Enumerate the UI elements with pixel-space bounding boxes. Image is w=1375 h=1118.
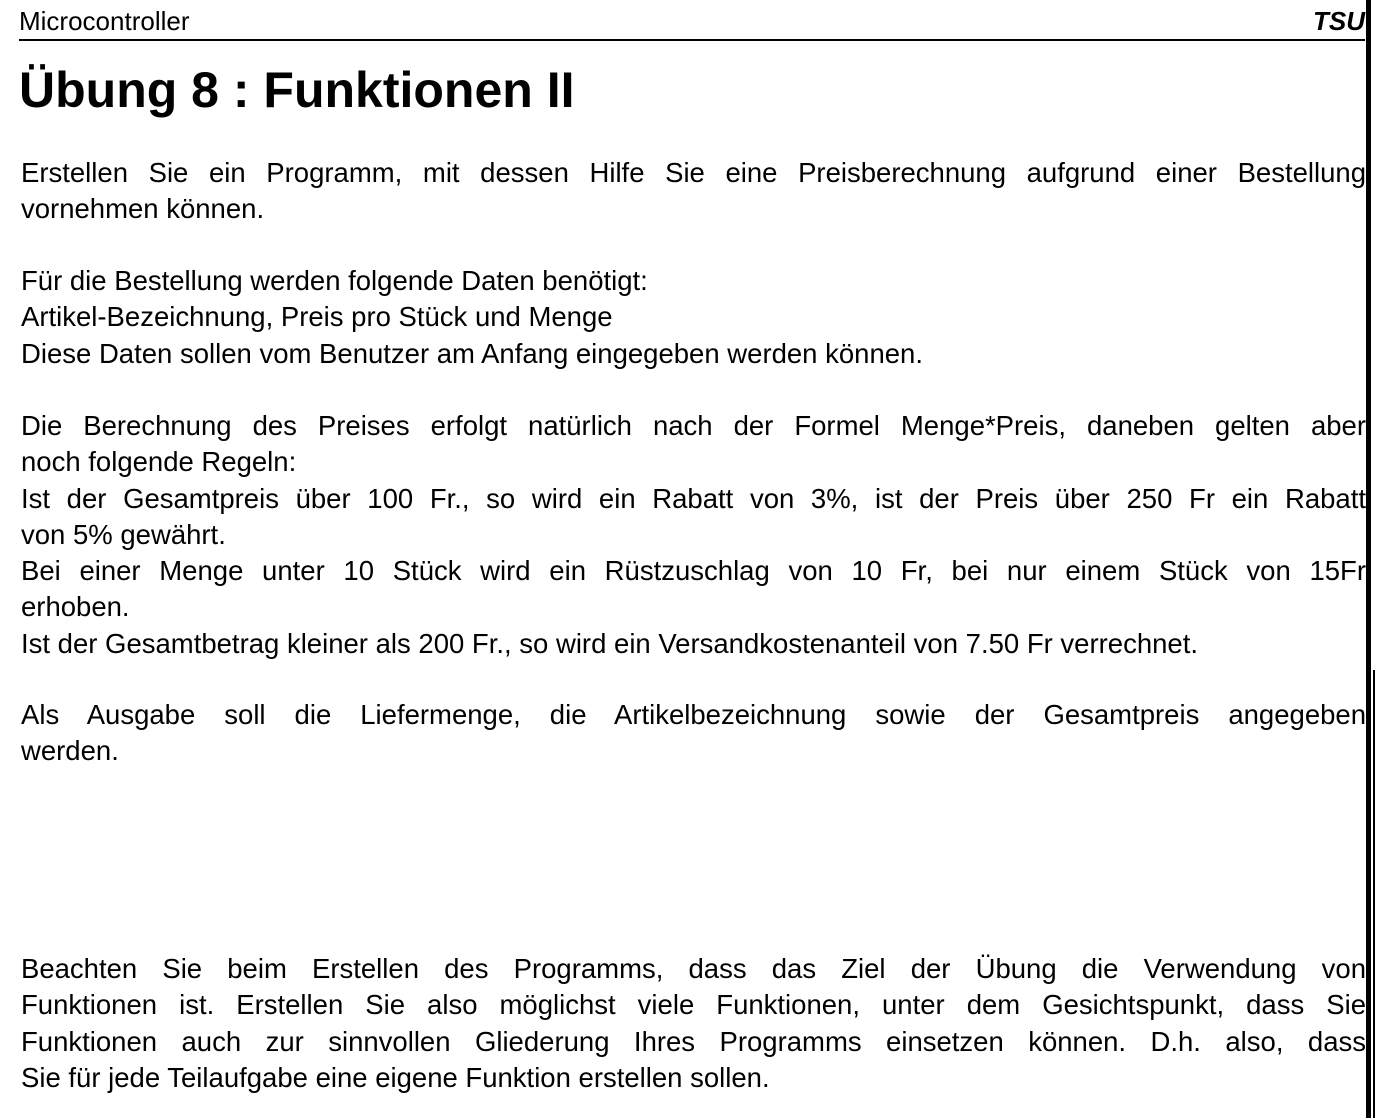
text-line: Ist der Gesamtbetrag kleiner als 200 Fr., so wird ein Versandkostenanteil von 7.50 Fr verrechnet.	[21, 627, 1198, 659]
paragraph-price-rules	[21, 408, 1366, 662]
page-title: Übung 8 : Funktionen II	[19, 62, 575, 118]
text-line: Artikel-Bezeichnung, Preis pro Stück und Menge	[21, 301, 613, 333]
text-line: Für die Bestellung werden folgende Daten benötigt:	[21, 265, 648, 296]
text-line: erhoben.	[21, 591, 130, 623]
right-margin-rule	[1366, 0, 1371, 1118]
paragraph-order-data	[21, 263, 1366, 372]
text-line: Diese Daten sollen vom Benutzer am Anfang eingegeben werden können.	[21, 337, 923, 369]
paragraph-output	[21, 697, 1366, 770]
text-line: Als Ausgabe soll die Liefermenge, die Artikelbezeichnung sowie der Gesamtpreis angegeben	[21, 699, 1366, 730]
text-line: Beachten Sie beim Erstellen des Programms, dass das Ziel der Übung die Verwendung von	[21, 953, 1366, 984]
text-line: Funktionen auch zur sinnvollen Gliederung Ihres Programms einsetzen können. D.h. also, dass	[21, 1025, 1366, 1057]
text-line: noch folgende Regeln:	[21, 446, 297, 478]
text-line: Erstellen Sie ein Programm, mit dessen Hilfe Sie eine Preisberechnung aufgrund einer Bestellung	[21, 157, 1366, 188]
text-line: vornehmen können.	[21, 193, 265, 225]
text-line: Sie für jede Teilaufgabe eine eigene Funktion erstellen sollen.	[21, 1061, 770, 1093]
text-line: von 5% gewährt.	[21, 518, 226, 550]
page-header	[19, 2, 1365, 41]
header-author: TSU	[1313, 6, 1365, 36]
text-line: Funktionen ist. Erstellen Sie also möglichst viele Funktionen, unter dem Gesichtspunkt, dass Sie	[21, 989, 1366, 1021]
paragraph-task-intro	[21, 155, 1366, 228]
header-subject: Microcontroller	[19, 6, 190, 36]
text-line: Ist der Gesamtpreis über 100 Fr., so wird ein Rabatt von 3%, ist der Preis über 250 Fr ein Rabatt	[21, 482, 1366, 514]
text-line: Bei einer Menge unter 10 Stück wird ein Rüstzuschlag von 10 Fr, bei nur einem Stück von 15Fr	[21, 555, 1366, 587]
text-line: werden.	[21, 735, 119, 767]
paragraph-functions-note	[21, 951, 1366, 1096]
text-line: Die Berechnung des Preises erfolgt natürlich nach der Formel Menge*Preis, daneben gelten aber	[21, 410, 1366, 441]
